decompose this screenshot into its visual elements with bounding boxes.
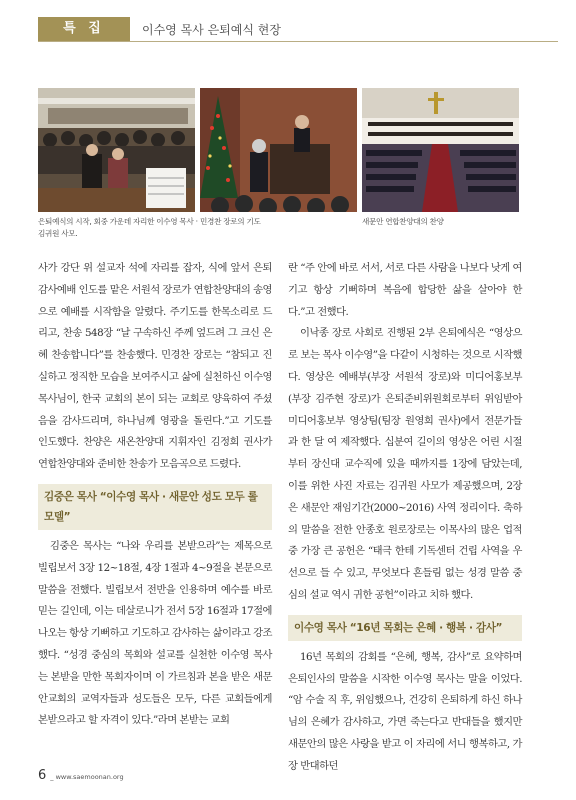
page-footer <box>38 764 124 783</box>
subheading: 이수영 목사 “16년 목회는 은혜 · 행복 · 감사” <box>288 615 522 641</box>
website-url[interactable]: _ www.saemoonan.org <box>50 773 124 781</box>
photo-choir <box>362 88 519 212</box>
article-title: 이수영 목사 은퇴예식 현장 <box>142 23 281 37</box>
photo-caption-2: 민경찬 장로의 기도 <box>200 217 261 226</box>
header-divider <box>38 41 558 42</box>
section-header <box>38 13 558 43</box>
page-number: 6 <box>38 768 47 783</box>
photo-congregation <box>38 88 195 212</box>
paragraph: 사가 강단 위 설교자 석에 자리를 잡자, 식에 앞서 은퇴감사예배 인도를 맡은 서원석 장로가 연합찬양대의 송영으로 예배를 시작함을 알렸다. 주기도를 한목소리로 드리고, 찬송 548장 “날 구속하신 주께 엎드려 그 크신 은혜 찬송합니다”를 찬송했다. 민경찬 장로는 “참되고 진실하고 정직한 모습을 보여주시고 삶에 실천하신 이수영 목사님이, 한국 교회의 본이 되는 교회로 양육하여 주셨음을 감사드리며, 하나님께 영광을 돌린다.”고 기도를 인도했다. 찬양은 새온찬양대 지휘자인 김정희 권사가 연합찬양대와 준비한 찬송가 모음곡으로 드렸다. <box>38 262 272 471</box>
subheading: 김중은 목사 “이수영 목사 · 새문안 성도 모두 롤모델” <box>38 484 272 530</box>
paragraph: 이낙종 장로 사회로 진행된 2부 은퇴예식은 “영상으로 보는 목사 이수영”을 다같이 시청하는 것으로 시작했다. 영상은 예배부(부장 서원석 장로)와 미디어홍보부(부장 김주현 장로)가 은퇴준비위원회로부터 위임받아 미디어홍보부 영상팀(팀장 원영희 권사)에서 전문가들과 한 달 여 제작했다. 십분여 길이의 영상은 어린 시절부터 장신대 교수직에 있을 때까지를 1장에 담았는데, 이를 위한 사진 자료는 김귀원 사모가 제공했으며, 2장은 새문안 재임기간(2000~2016) 사역 정리이다. 축하의 말씀을 전한 안종호 원로장로는 이목사의 많은 업적 중 가장 큰 공헌은 “태극 한테 기독센터 건립 사역을 우선으로 들 수 있고, 무엇보다 흔들림 없는 성경 말씀 중심의 설교 역시 귀한 공헌”이라고 치하 했다. <box>288 327 522 601</box>
photo-caption-1: 은퇴예식의 시작, 회중 가운데 자리한 이수영 목사 · 김귀원 사모. <box>38 217 198 238</box>
photo-caption-3: 새문안 연합찬양대의 찬양 <box>362 217 444 226</box>
paragraph: 16년 목회의 감회를 “은혜, 행복, 감사”로 요약하며 은퇴인사의 말씀을 시작한 이수영 목사는 말을 이었다. “암 수술 직 후, 위임했으나, 건강히 은퇴하게 하신 하나님의 은혜가 감사하고, 가면 죽는다고 반대들을 했지만 새문안의 많은 사랑을 받고 이 자리에 서니 행복하고, 가장 반대하던 <box>288 650 522 772</box>
paragraph: 김중은 목사는 “나와 우리를 본받으라”는 제목으로 빌립보서 3장 12~18절, 4장 1절과 4~9절을 본문으로 말씀을 전했다. 빌립보서 전반을 인용하며 예수를 바로 믿는 길인데, 이는 데살로니가 전서 5장 16절과 17절에 나오는 항상 기뻐하고 기도하고 감사하는 삶이라고 강조했다. “성경 중심의 목회와 설교를 실천한 이수영 목사는 본받을 만한 목회자이며 이 가르침과 본을 받은 새문안교회의 교역자들과 성도들은 모두, 다른 교회들에게 본받으라고 할 자격이 있다.”라며 본받는 교회 <box>38 539 272 727</box>
section-badge: 특 집 <box>38 17 130 41</box>
photo-prayer <box>200 88 357 212</box>
body-column-left <box>38 258 272 732</box>
body-column-right <box>288 258 522 778</box>
paragraph: 란 “주 안에 바로 서서, 서로 다른 사람을 나보다 낫게 여기고 항상 기뻐하며 복음에 합당한 삶을 살아야 한다.”고 전했다. <box>288 262 522 318</box>
